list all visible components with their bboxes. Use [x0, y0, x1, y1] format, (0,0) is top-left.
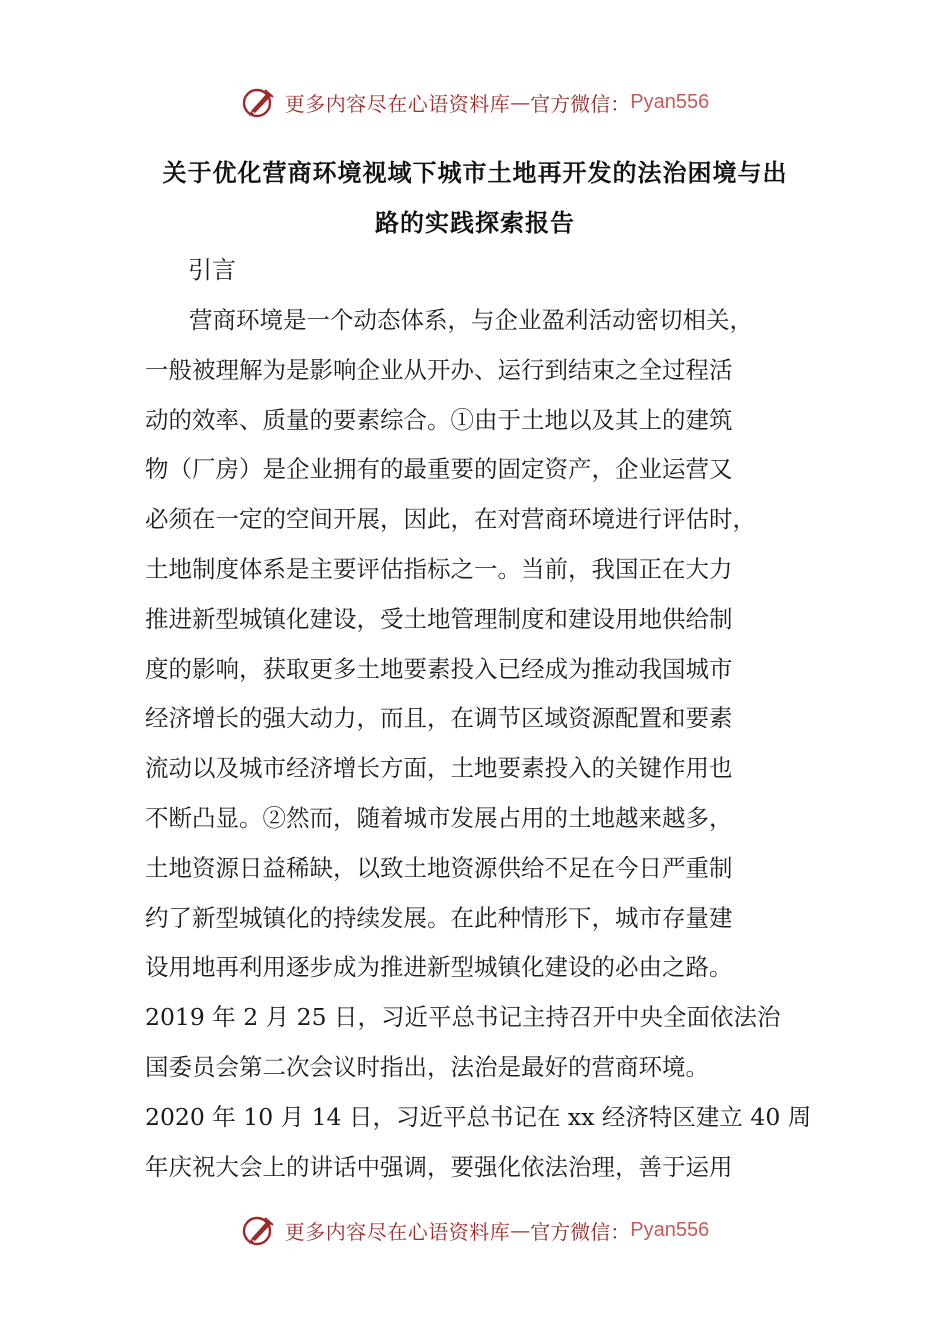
body-line: 2019 年 2 月 25 日，习近平总书记主持召开中央全面依法治: [145, 1003, 781, 1032]
section-heading: 引言: [188, 256, 236, 284]
body-line: 土地制度体系是主要评估指标之一。当前，我国正在大力: [145, 554, 733, 583]
title-line: 路的实践探索报告: [375, 208, 575, 237]
body-line: 国委员会第二次会议时指出，法治是最好的营商环境。: [145, 1052, 709, 1081]
watermark-separator: —: [510, 90, 531, 114]
body-line: 营商环境是一个动态体系，与企业盈利活动密切相关，: [189, 306, 753, 334]
body-line: 物（厂房）是企业拥有的最重要的固定资产，企业运营又: [145, 455, 733, 484]
body-line: 约了新型城镇化的持续发展。在此种情形下，城市存量建: [145, 903, 733, 932]
watermark-wechat-id: Pyan556: [630, 1218, 710, 1241]
watermark-brand: 更多内容尽在心语资料库: [284, 91, 511, 116]
body-line: 一般被理解为是影响企业从开办、运行到结束之全过程活: [145, 355, 733, 384]
fountain-pen-logo-icon: [241, 84, 277, 120]
body-line: 不断凸显。②然而，随着城市发展占用的土地越来越多，: [145, 803, 733, 832]
watermark-separator: —: [510, 1218, 531, 1242]
body-line: 土地资源日益稀缺，以致土地资源供给不足在今日严重制: [145, 853, 733, 882]
title-line: 关于优化营商环境视域下城市土地再开发的法治困境与出: [162, 158, 788, 187]
body-line: 度的影响，获取更多土地要素投入已经成为推动我国城市: [145, 654, 733, 683]
watermark-banner-top: [0, 82, 950, 122]
watermark-wechat-label: 官方微信：: [530, 1219, 631, 1244]
watermark-wechat-label: 官方微信：: [530, 91, 631, 116]
fountain-pen-logo-icon: [241, 1212, 277, 1248]
body-line: 经济增长的强大动力，而且，在调节区域资源配置和要素: [145, 704, 733, 733]
watermark-wechat-id: Pyan556: [630, 90, 710, 113]
body-line: 推进新型城镇化建设，受土地管理制度和建设用地供给制: [145, 604, 733, 633]
body-line: 动的效率、质量的要素综合。①由于土地以及其上的建筑: [145, 405, 733, 434]
body-line: 必须在一定的空间开展，因此，在对营商环境进行评估时，: [145, 505, 756, 534]
body-line: 流动以及城市经济增长方面，土地要素投入的关键作用也: [145, 754, 733, 783]
watermark-banner-bottom: [0, 1210, 950, 1250]
body-line: 设用地再利用逐步成为推进新型城镇化建设的必由之路。: [145, 953, 733, 982]
body-paragraph: [145, 296, 812, 1192]
watermark-brand: 更多内容尽在心语资料库: [284, 1219, 511, 1244]
body-line: 年庆祝大会上的讲话中强调，要强化依法治理，善于运用: [145, 1152, 733, 1181]
document-title: [140, 148, 810, 248]
body-line: 2020 年 10 月 14 日，习近平总书记在 xx 经济特区建立 40 周: [145, 1102, 812, 1131]
